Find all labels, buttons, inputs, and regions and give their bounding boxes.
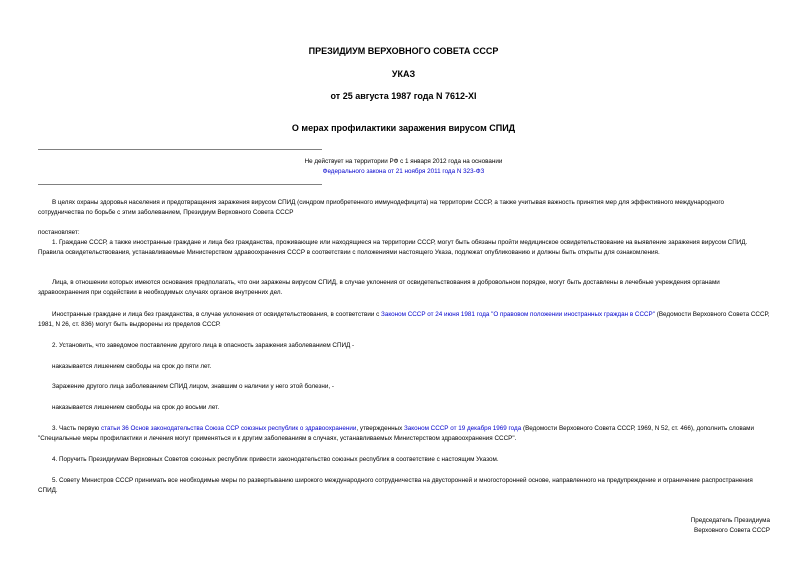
signature-line-2: Верховного Совета СССР (694, 527, 770, 534)
divider-top (38, 149, 322, 150)
document-date-number: от 25 августа 1987 года N 7612-XI (330, 91, 477, 101)
clause-1-paragraph: 1. Граждане СССР, а также иностранные граждане и лица без гражданства, проживающие или находящиеся на территории СССР, могут быть обязаны пройти медицинское освидетельствование на выявление заражения вирусом СПИД. Правила освидетельствования, устанавливаемые Министерством здравоохранения СССР в соответствии с положениями настоящего Указа, подлежат опубликованию и должны быть открыты для ознакомления. (38, 239, 748, 256)
document-type: УКАЗ (391, 69, 416, 79)
foreign-citizens-law-link[interactable]: Законом СССР от 24 июня 1981 года "О правовом положении иностранных граждан в СССР" (381, 311, 655, 318)
clause-1-p3-text-start: Иностранные граждане и лица без гражданства, в случае уклонения от освидетельствования, в соответствии с (52, 311, 382, 318)
clause-5-paragraph: 5. Совету Министров СССР принимать все необходимые меры по развертыванию широкого международного сотрудничества на двусторонней и многосторонней основе, направленного на предупреждение и ограничение распространения СПИД. (38, 477, 753, 494)
signature-block (691, 516, 770, 536)
document-title: О мерах профилактики заражения вирусом СПИД (291, 123, 516, 133)
clause-2-penalty-2: наказывается лишением свободы на срок до восьми лет. (52, 404, 220, 411)
status-note-text: Не действует на территории РФ с 1 января 2012 года на основании (304, 158, 503, 165)
status-note-link-wrap (0, 167, 807, 177)
clause-1-paragraph-3 (38, 310, 770, 329)
signature-line-1: Председатель Президиума (690, 517, 770, 524)
preamble-paragraph: В целях охраны здоровья населения и предотвращения заражения вирусом СПИД (синдром приобретенного иммунодефицита) на территории СССР, а также учитывая важность принятия мер для эффективного международного сотрудничества по борьбе с этим заболеванием, Президиум Верховного Совета СССР (38, 199, 724, 216)
divider-bottom (38, 184, 322, 185)
clause-2-penalty-1: наказывается лишением свободы на срок до пяти лет. (52, 363, 212, 370)
clause-3-text-mid: , утвержденных (356, 425, 404, 432)
ussr-law-1969-link[interactable]: Законом СССР от 19 декабря 1969 года (403, 425, 522, 432)
issuing-authority: ПРЕЗИДИУМ ВЕРХОВНОГО СОВЕТА СССР (308, 46, 499, 56)
clause-3-text-end: (Ведомости Верховного Совета СССР, 1969, N 52, ст. 466), дополнить словами "Специальные меры профилактики и лечения могут применяться и к другим заболеваниям в случаях, устанавливаемых Министерством здравоохранения СССР". (38, 425, 755, 442)
clause-3-text-start: 3. Часть первую (52, 425, 102, 432)
postanovlyaet-line: постановляет: (38, 229, 80, 236)
clause-2-paragraph-2: Заражение другого лица заболеванием СПИД лицом, знавшим о наличии у него этой болезни, - (52, 383, 334, 390)
health-legislation-article-link[interactable]: статьи 36 Основ законодательства Союза ССР союзных республик о здравоохранении (101, 425, 357, 432)
federal-law-link[interactable]: Федерального закона от 21 ноября 2011 года N 323-ФЗ (322, 168, 485, 175)
clause-1-paragraph-2: Лица, в отношении которых имеются основания предполагать, что они заражены вирусом СПИД, в случае уклонения от освидетельствования в добровольном порядке, могут быть доставлены в лечебные учреждения органами здравоохранения при содействии в необходимых случаях органов внутренних дел. (38, 279, 720, 296)
clause-2-paragraph: 2. Установить, что заведомое поставление другого лица в опасность заражения заболеванием СПИД - (52, 342, 355, 349)
clause-3-paragraph (38, 424, 770, 443)
clause-1-p3-text-end: (Ведомости Верховного Совета СССР, 1981, N 26, ст. 836) могут быть выдворены из пределов СССР. (38, 311, 770, 328)
clause-4-paragraph: 4. Поручить Президиумам Верховных Советов союзных республик привести законодательство союзных республик в соответствие с настоящим Указом. (52, 456, 499, 463)
